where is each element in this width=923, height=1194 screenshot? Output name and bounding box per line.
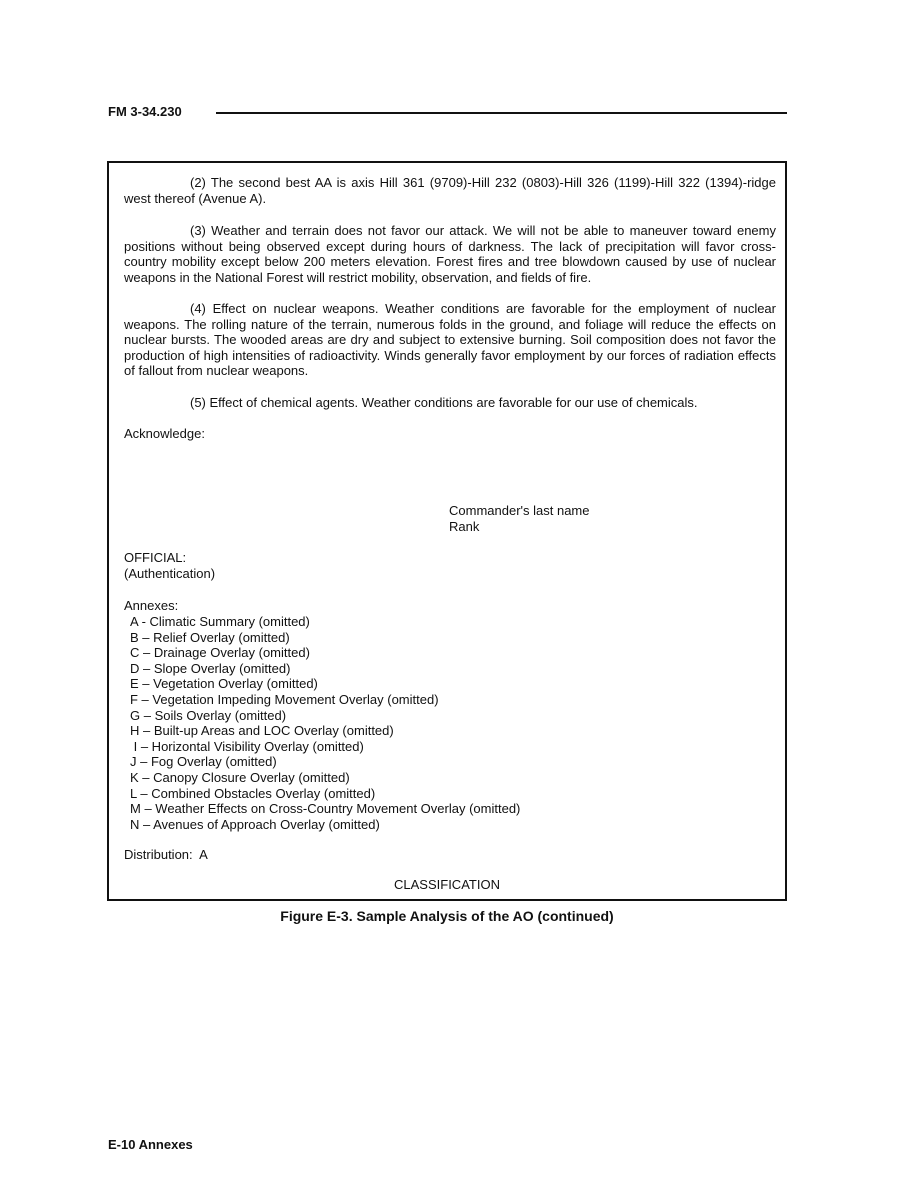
list-item: H – Built-up Areas and LOC Overlay (omitted) [130, 723, 394, 739]
list-item: D – Slope Overlay (omitted) [130, 660, 291, 676]
list-item: K – Canopy Closure Overlay (omitted) [130, 769, 350, 785]
annex-list [130, 614, 520, 832]
acknowledge-label: Acknowledge: [124, 426, 205, 441]
page-footer: E-10 Annexes [108, 1137, 193, 1152]
list-item: G – Soils Overlay (omitted) [130, 707, 287, 723]
figure-caption: Figure E-3. Sample Analysis of the AO (continued) [280, 908, 614, 924]
distribution: Distribution: A [124, 847, 208, 862]
list-item: E – Vegetation Overlay (omitted) [130, 676, 318, 692]
list-item: B – Relief Overlay (omitted) [130, 629, 290, 645]
list-item: L – Combined Obstacles Overlay (omitted) [130, 785, 376, 801]
paragraph-2: (2) The second best AA is axis Hill 361 (9709)-Hill 232 (0803)-Hill 326 (1199)-Hill 322 (1394)-ridge west thereof (Avenue A). [124, 175, 776, 206]
list-item: N – Avenues of Approach Overlay (omitted) [130, 816, 380, 832]
document-code: FM 3-34.230 [108, 104, 182, 119]
header-rule [216, 112, 787, 114]
signature-rank: Rank [449, 519, 480, 534]
list-item: J – Fog Overlay (omitted) [130, 754, 277, 770]
authentication: (Authentication) [124, 566, 216, 581]
official-label: OFFICIAL: [124, 550, 187, 565]
classification-marking: CLASSIFICATION [394, 877, 500, 892]
signature-name: Commander's last name [449, 503, 590, 518]
list-item: M – Weather Effects on Cross-Country Movement Overlay (omitted) [130, 801, 521, 817]
list-item: A - Climatic Summary (omitted) [130, 614, 310, 629]
list-item: F – Vegetation Impeding Movement Overlay (omitted) [130, 691, 439, 707]
annexes-label: Annexes: [124, 598, 179, 613]
list-item: C – Drainage Overlay (omitted) [130, 645, 310, 661]
paragraph-5: (5) Effect of chemical agents. Weather conditions are favorable for our use of chemicals. [190, 395, 698, 410]
list-item: I – Horizontal Visibility Overlay (omitted) [130, 738, 364, 754]
paragraph-4: (4) Effect on nuclear weapons. Weather conditions are favorable for the employment of nuclear weapons. The rolling nature of the terrain, numerous folds in the ground, and foliage will reduce the effects on nuclear bursts. The wooded areas are dry and subject to extensive burning. Soil composition does not favor the production of high intensities of radioactivity. Winds generally favor employment by our forces of radiation effects of fallout from nuclear weapons. [124, 301, 776, 379]
paragraph-3: (3) Weather and terrain does not favor our attack. We will not be able to maneuver toward enemy positions without being observed except during hours of darkness. The lack of precipitation will favor cross-country mobility except below 200 meters elevation. Forest fires and tree blowdown caused by use of nuclear weapons in the National Forest will restrict mobility, observation, and fields of fire. [124, 223, 776, 285]
